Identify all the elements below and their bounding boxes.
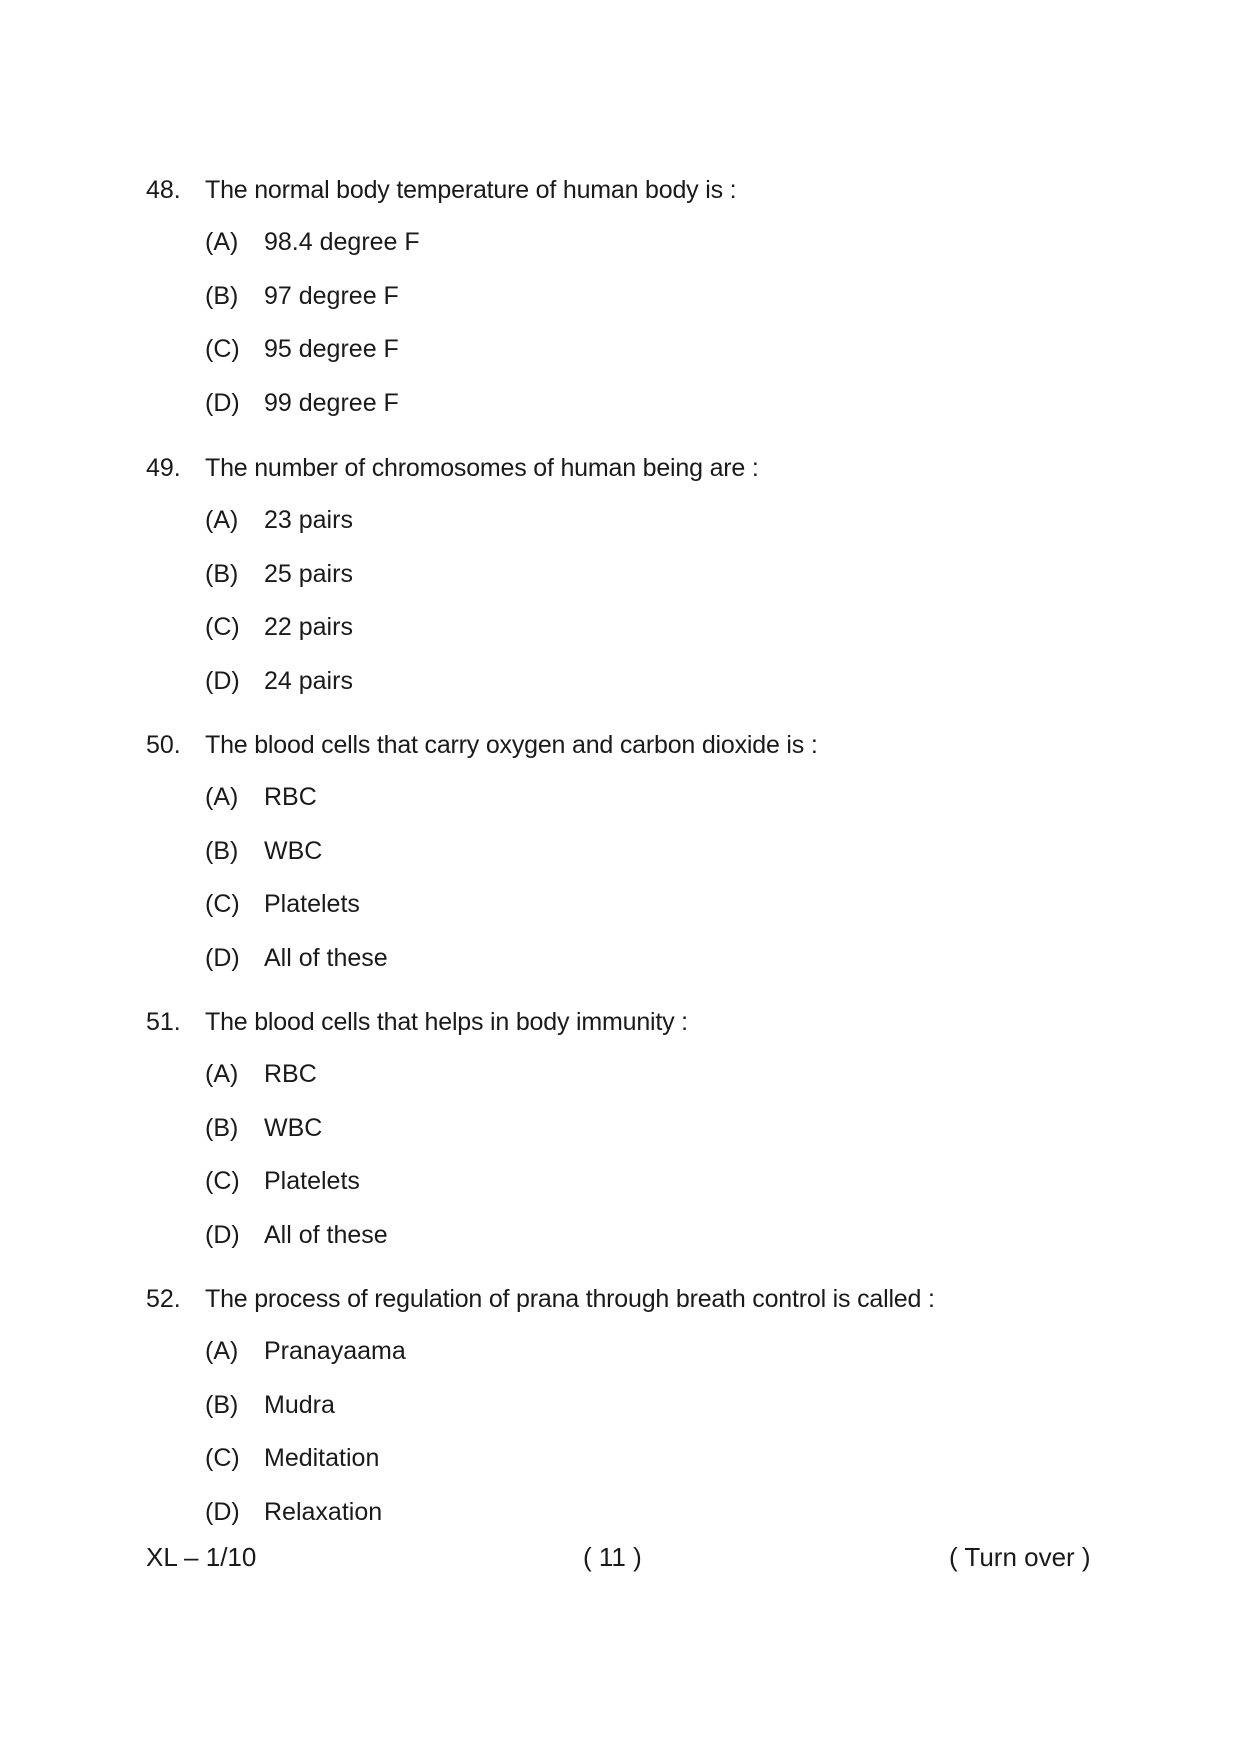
option-b	[146, 835, 1146, 867]
option-list	[146, 781, 1146, 974]
option-a	[146, 226, 1146, 258]
question-48	[146, 174, 1146, 419]
option-list	[146, 1058, 1146, 1251]
option-d	[146, 942, 1146, 974]
turn-over-note: ( Turn over )	[949, 1542, 1091, 1572]
option-d	[146, 387, 1146, 419]
option-text: Meditation	[264, 1444, 380, 1472]
option-c	[146, 611, 1146, 643]
option-text: RBC	[264, 783, 317, 811]
question-52	[146, 1283, 1146, 1528]
question-number: 52.	[146, 1285, 181, 1313]
option-text: RBC	[264, 1060, 317, 1088]
option-text: All of these	[264, 1220, 388, 1249]
option-letter: (A)	[205, 1337, 239, 1365]
question-text: The normal body temperature of human body is :	[205, 176, 737, 204]
question-number: 51.	[146, 1008, 181, 1036]
option-text: 23 pairs	[264, 506, 353, 534]
option-letter: (C)	[205, 1167, 240, 1195]
option-text: Platelets	[264, 890, 360, 918]
option-letter: (B)	[205, 1113, 239, 1142]
option-b	[146, 1112, 1146, 1144]
option-letter: (C)	[205, 890, 240, 918]
option-text: Platelets	[264, 1167, 360, 1195]
option-c	[146, 888, 1146, 920]
option-letter: (A)	[205, 228, 239, 256]
question-50	[146, 729, 1146, 974]
page-number: ( 11 )	[583, 1542, 642, 1572]
question-line	[146, 452, 1146, 484]
question-text: The process of regulation of prana through breath control is called :	[205, 1285, 935, 1313]
question-line	[146, 729, 1146, 761]
option-a	[146, 781, 1146, 813]
option-letter: (A)	[205, 783, 239, 811]
option-text: 22 pairs	[264, 613, 353, 641]
option-a	[146, 1335, 1146, 1367]
question-49	[146, 452, 1146, 697]
option-text: All of these	[264, 943, 388, 972]
option-text: Mudra	[264, 1390, 335, 1419]
option-letter: (B)	[205, 559, 239, 588]
option-letter: (B)	[205, 281, 239, 310]
question-number: 48.	[146, 176, 181, 204]
question-number: 50.	[146, 731, 181, 759]
page-footer	[0, 1540, 1240, 1574]
option-d	[146, 1219, 1146, 1251]
option-d	[146, 665, 1146, 697]
option-text: Pranayaama	[264, 1337, 406, 1365]
option-letter: (D)	[205, 666, 240, 695]
option-b	[146, 558, 1146, 590]
option-letter: (C)	[205, 1444, 240, 1472]
option-text: 99 degree F	[264, 388, 399, 417]
option-list	[146, 1335, 1146, 1528]
option-letter: (D)	[205, 943, 240, 972]
option-letter: (B)	[205, 836, 239, 865]
question-line	[146, 1283, 1146, 1315]
option-b	[146, 280, 1146, 312]
option-text: 95 degree F	[264, 335, 399, 363]
option-c	[146, 1165, 1146, 1197]
option-letter: (A)	[205, 1060, 239, 1088]
option-list	[146, 504, 1146, 697]
option-letter: (C)	[205, 335, 240, 363]
option-a	[146, 504, 1146, 536]
question-number: 49.	[146, 454, 181, 482]
question-line	[146, 174, 1146, 206]
option-b	[146, 1389, 1146, 1421]
paper-code: XL – 1/10	[146, 1542, 257, 1572]
option-text: 97 degree F	[264, 281, 399, 310]
option-letter: (D)	[205, 1497, 240, 1526]
option-text: WBC	[264, 1113, 323, 1142]
option-letter: (D)	[205, 388, 240, 417]
option-letter: (A)	[205, 506, 239, 534]
option-d	[146, 1496, 1146, 1528]
option-text: 24 pairs	[264, 666, 353, 695]
question-text: The blood cells that helps in body immunity :	[205, 1008, 688, 1036]
option-letter: (B)	[205, 1390, 239, 1419]
option-letter: (D)	[205, 1220, 240, 1249]
option-text: WBC	[264, 836, 323, 865]
option-c	[146, 1442, 1146, 1474]
option-list	[146, 226, 1146, 419]
question-51	[146, 1006, 1146, 1251]
question-line	[146, 1006, 1146, 1038]
option-letter: (C)	[205, 613, 240, 641]
option-text: Relaxation	[264, 1497, 383, 1526]
option-c	[146, 333, 1146, 365]
option-a	[146, 1058, 1146, 1090]
question-text: The number of chromosomes of human being are :	[205, 454, 759, 482]
option-text: 98.4 degree F	[264, 228, 420, 256]
question-text: The blood cells that carry oxygen and carbon dioxide is :	[205, 731, 818, 759]
option-text: 25 pairs	[264, 559, 353, 588]
